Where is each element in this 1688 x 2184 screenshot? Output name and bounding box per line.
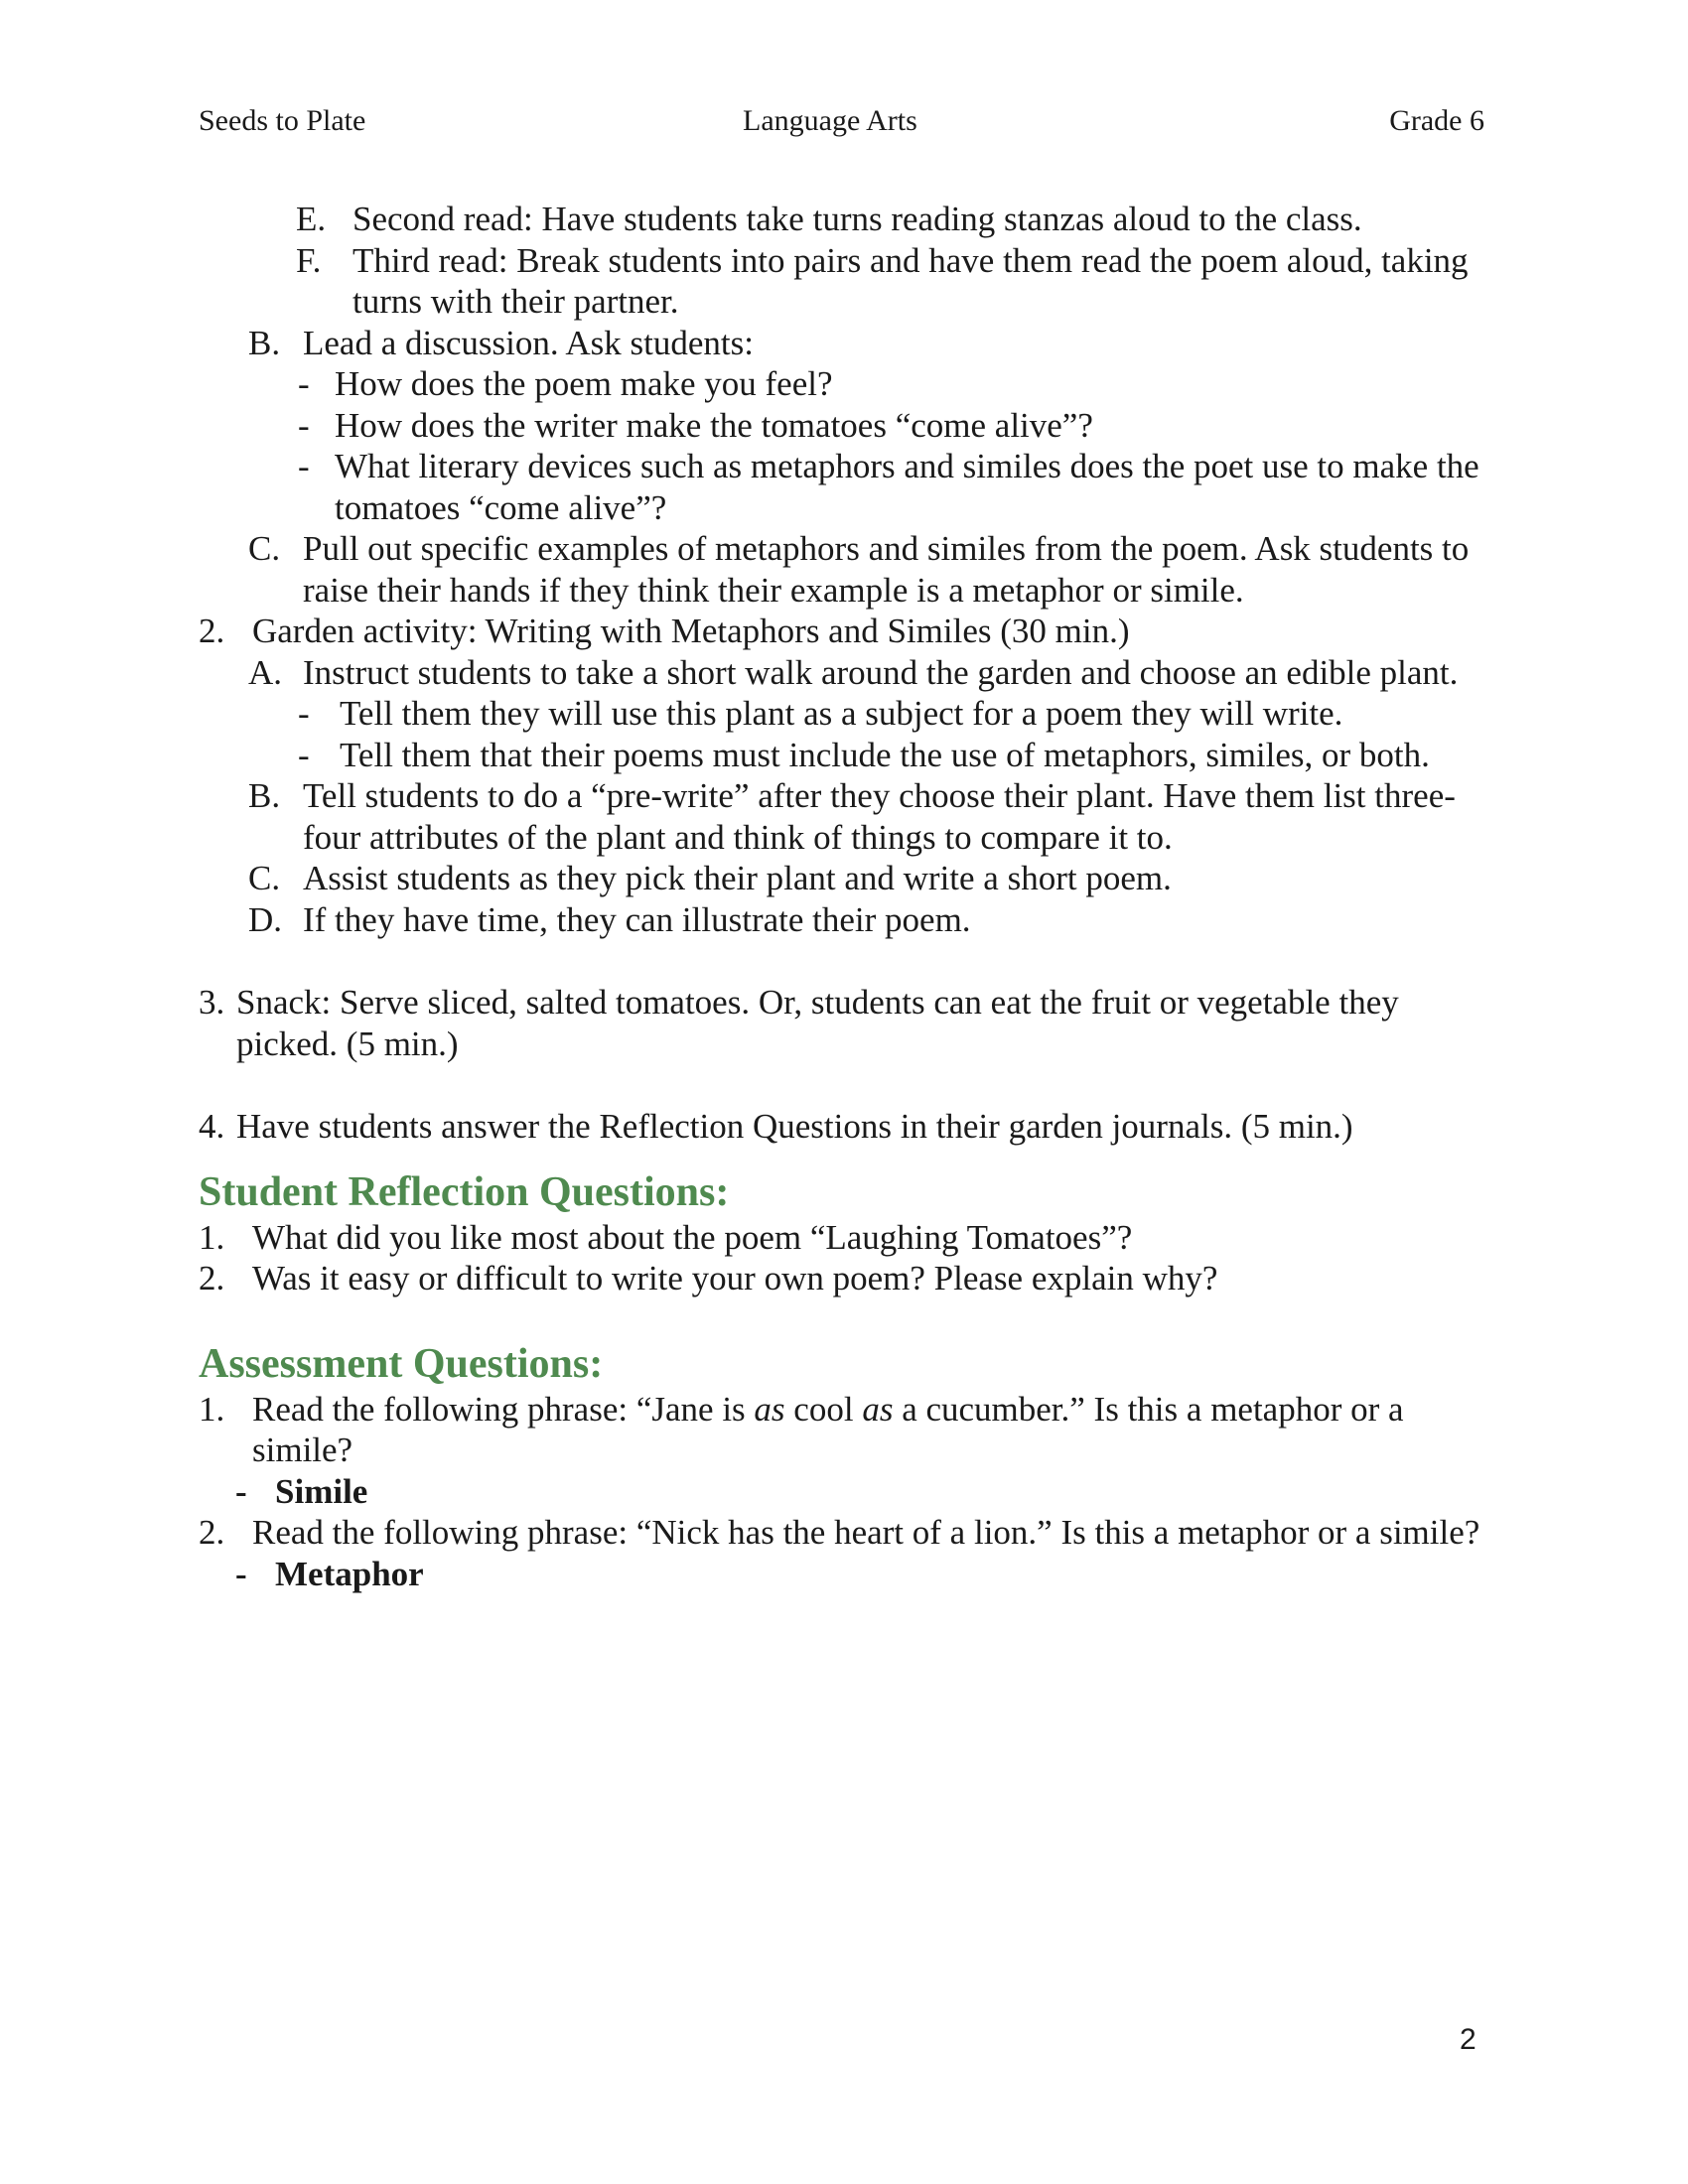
step-b-discussion: [199, 323, 1489, 364]
activity-2-a-marker: A.: [248, 652, 283, 692]
spacer: [199, 1148, 1489, 1167]
assessment-question-text-end: a cucumber.” Is this a metaphor or a simile?: [252, 1389, 1404, 1469]
page-number: 2: [1460, 2023, 1477, 2056]
step-e-text: Second read: Have students take turns reading stanzas aloud to the class.: [352, 200, 1362, 238]
step-4: [199, 1106, 1489, 1148]
assessment-question-text: Read the following phrase: “Nick has the heart of a lion.” Is this a metaphor or a simile?: [252, 1513, 1480, 1552]
activity-2-marker: 2.: [199, 612, 225, 650]
activity-2-a-bullet-text: Tell them they will use this plant as a subject for a poem they will write.: [340, 694, 1343, 733]
discussion-question-text: How does the writer make the tomatoes “come alive”?: [335, 405, 1093, 445]
activity-2-c-marker: C.: [248, 859, 281, 897]
assessment-question-text-start: Read the following phrase: “Jane is: [252, 1389, 755, 1429]
assessment-answer-text: Simile: [275, 1471, 368, 1511]
reflection-question-marker: 1.: [199, 1217, 225, 1257]
step-c: [199, 528, 1489, 611]
activity-2-d: [199, 899, 1489, 941]
activity-2: [199, 611, 1489, 652]
page-header: [199, 99, 1484, 143]
step-b-text: Lead a discussion. Ask students:: [303, 323, 754, 362]
assessment-answer: [199, 1554, 1489, 1595]
reflection-question-text: Was it easy or difficult to write your own poem? Please explain why?: [252, 1259, 1218, 1297]
activity-2-a-bullet-text: Tell them that their poems must include the use of metaphors, similes, or both.: [340, 735, 1430, 774]
spacer: [199, 1299, 1489, 1339]
assessment-answer-text: Metaphor: [275, 1554, 424, 1593]
bullet-dash: -: [298, 405, 310, 445]
document-body: [199, 199, 1489, 1594]
spacer: [199, 1064, 1489, 1106]
spacer: [199, 940, 1489, 982]
bullet-dash: -: [298, 447, 310, 485]
step-e-marker: E.: [296, 200, 327, 238]
step-4-marker: 4.: [199, 1107, 225, 1146]
assessment-question: [199, 1389, 1489, 1471]
activity-2-a: [199, 652, 1489, 694]
discussion-question: [199, 405, 1489, 447]
reflection-question: [199, 1217, 1489, 1259]
reflection-heading: Student Reflection Questions:: [199, 1168, 730, 1215]
activity-2-a-bullet: [199, 735, 1489, 776]
step-4-text: Have students answer the Reflection Questions in their garden journals. (5 min.): [236, 1107, 1353, 1146]
reflection-question: [199, 1258, 1489, 1299]
activity-2-b-text: Tell students to do a “pre-write” after they choose their plant. Have them list three-four attributes of the plant and think of things to compare it to.: [303, 776, 1456, 857]
assessment-question: [199, 1512, 1489, 1554]
emphasis-as: as: [862, 1389, 894, 1429]
bullet-dash: -: [235, 1471, 247, 1511]
header-grade: Grade 6: [1389, 104, 1484, 137]
activity-2-d-marker: D.: [248, 899, 283, 939]
assessment-answer: [199, 1471, 1489, 1513]
reflection-question-marker: 2.: [199, 1259, 225, 1297]
step-3: [199, 982, 1489, 1064]
activity-2-d-text: If they have time, they can illustrate their poem.: [303, 899, 971, 939]
step-e: [199, 199, 1489, 240]
assessment-question-marker: 2.: [199, 1513, 225, 1552]
step-f: [199, 240, 1489, 323]
step-f-text: Third read: Break students into pairs and have them read the poem aloud, taking turns with their partner.: [352, 240, 1469, 321]
activity-2-b: [199, 775, 1489, 858]
bullet-dash: -: [298, 694, 310, 733]
assessment-heading: Assessment Questions:: [199, 1340, 604, 1387]
activity-2-b-marker: B.: [248, 776, 281, 815]
step-3-text: Snack: Serve sliced, salted tomatoes. Or, students can eat the fruit or vegetable they picked. (5 min.): [236, 983, 1399, 1063]
discussion-question-text: How does the poem make you feel?: [335, 364, 833, 403]
reflection-question-text: What did you like most about the poem “Laughing Tomatoes”?: [252, 1217, 1133, 1257]
discussion-question: [199, 446, 1489, 528]
step-c-marker: C.: [248, 529, 281, 568]
step-b-marker: B.: [248, 323, 281, 362]
bullet-dash: -: [298, 735, 310, 774]
activity-2-c: [199, 858, 1489, 899]
assessment-question-text: [252, 1389, 1489, 1471]
step-f-marker: F.: [296, 240, 322, 280]
activity-2-a-bullet: [199, 693, 1489, 735]
step-c-text: Pull out specific examples of metaphors and similes from the poem. Ask students to raise their hands if they think their example is a metaphor or simile.: [303, 529, 1470, 610]
bullet-dash: -: [235, 1554, 247, 1593]
step-3-marker: 3.: [199, 983, 225, 1022]
bullet-dash: -: [298, 364, 310, 403]
emphasis-as: as: [754, 1389, 785, 1429]
discussion-question-text: What literary devices such as metaphors and similes does the poet use to make the tomatoes “come alive”?: [335, 447, 1479, 527]
assessment-question-marker: 1.: [199, 1389, 225, 1429]
activity-2-text: Garden activity: Writing with Metaphors and Similes (30 min.): [252, 612, 1130, 650]
activity-2-c-text: Assist students as they pick their plant and write a short poem.: [303, 859, 1172, 897]
discussion-question: [199, 363, 1489, 405]
assessment-question-text-middle: cool: [784, 1389, 863, 1429]
header-course-title: Seeds to Plate: [199, 104, 366, 137]
header-subject: Language Arts: [743, 104, 917, 137]
activity-2-a-text: Instruct students to take a short walk around the garden and choose an edible plant.: [303, 652, 1459, 692]
